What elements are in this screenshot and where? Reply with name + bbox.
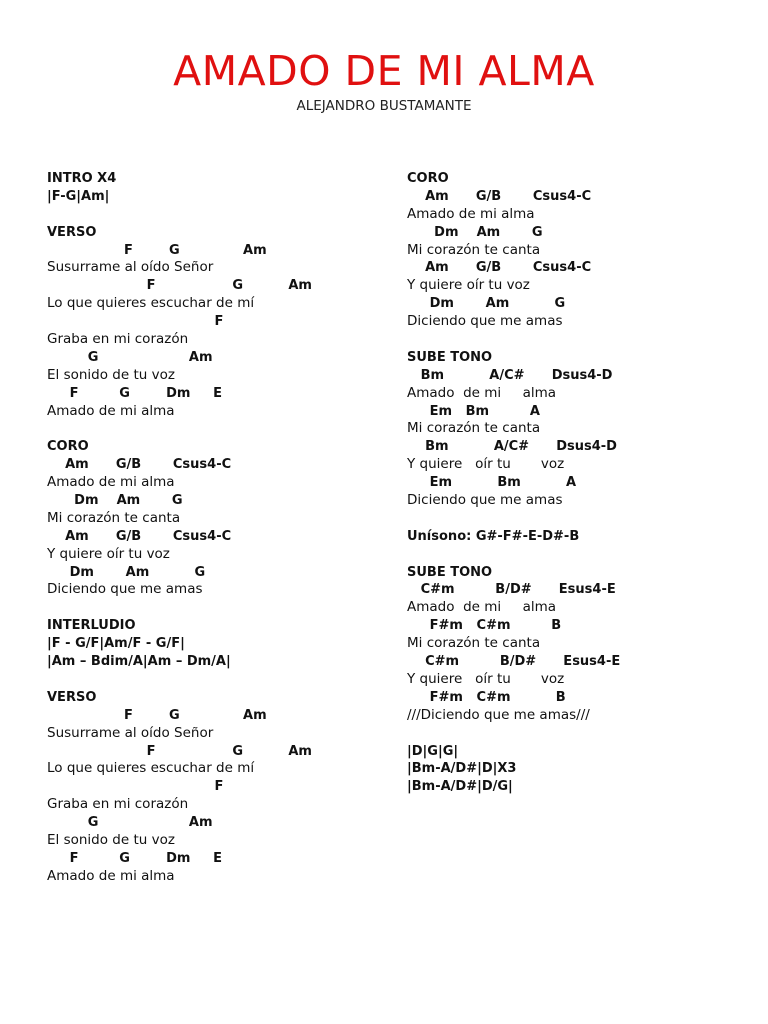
chord-line: G Am — [47, 815, 213, 831]
chord-line: Am G/B Csus4-C — [47, 528, 232, 544]
section-heading: CORO — [407, 171, 449, 186]
chord-line: Am G/B Csus4-C — [407, 260, 592, 276]
chord-line: F G Am — [47, 278, 312, 294]
chord-line: G Am — [47, 349, 213, 365]
chord-line: Dm Am G — [407, 224, 543, 240]
section-heading: SUBE TONO — [407, 564, 493, 580]
lyric-line: Lo que quieres escuchar de mí — [47, 295, 255, 312]
lyric-line: Amado de mi alma — [407, 599, 557, 616]
chord-line: F#m C#m B — [407, 689, 566, 705]
chord-line: F G Dm E — [47, 385, 222, 401]
blank-line — [47, 671, 377, 689]
section-heading: INTRO X4 — [47, 171, 117, 186]
lyric-line: Diciendo que me amas — [47, 581, 203, 598]
chord-line: Dm Am G — [47, 564, 206, 580]
section-heading: CORO — [47, 439, 89, 455]
lyric-line: Graba en mi corazón — [47, 796, 189, 813]
chord-line: |D|G|G| — [407, 743, 459, 759]
chord-line: Dm Am G — [407, 296, 566, 312]
blank-line — [407, 331, 747, 349]
lyric-line: Y quiere oír tu voz — [407, 277, 530, 294]
lyric-line: Mi corazón te canta — [407, 420, 541, 437]
lyric-line: Graba en mi corazón — [47, 331, 189, 348]
chord-line: F G Am — [47, 707, 267, 723]
song-artist: ALEJANDRO BUSTAMANTE — [296, 98, 472, 114]
chord-line: F — [47, 779, 224, 795]
lyric-line: El sonido de tu voz — [47, 366, 175, 383]
chord-line: |Bm-A/D#|D|X3 — [407, 761, 517, 777]
lyric-line: Mi corazón te canta — [407, 635, 541, 652]
lyric-line: Amado de mi alma — [47, 867, 175, 884]
lyric-line: Amado de mi alma — [47, 402, 175, 419]
chord-line: Dm Am G — [47, 493, 183, 509]
blank-line — [47, 420, 377, 438]
lyric-line: Amado de mi alma — [407, 205, 535, 222]
left-column — [47, 170, 377, 886]
section-heading: Unísono: G#-F#-E-D#-B — [407, 528, 580, 544]
lyric-line: Diciendo que me amas — [407, 492, 563, 509]
blank-line — [47, 206, 377, 224]
chord-line: C#m B/D# Esus4-E — [407, 582, 616, 598]
section-heading: INTERLUDIO — [47, 618, 136, 634]
chord-line: F — [47, 314, 224, 330]
lyric-line: Susurrame al oído Señor — [47, 259, 214, 276]
lyric-line: Lo que quieres escuchar de mí — [47, 760, 255, 777]
chord-line: |F-G|Am| — [47, 188, 110, 204]
chord-line: |Am – Bdim/A|Am – Dm/A| — [47, 654, 231, 670]
section-heading: VERSO — [47, 224, 97, 240]
chord-line: Em Bm A — [407, 403, 540, 419]
chord-line: |F - G/F|Am/F - G/F| — [47, 636, 185, 652]
chord-line: Em Bm A — [407, 475, 577, 491]
right-column — [407, 170, 747, 796]
chord-line: F G Am — [47, 743, 312, 759]
lyric-line: Susurrame al oído Señor — [47, 724, 214, 741]
blank-line — [407, 546, 747, 564]
section-heading: VERSO — [47, 689, 97, 705]
chord-line: F G Am — [47, 242, 267, 258]
lyric-line: Mi corazón te canta — [407, 241, 541, 258]
chord-line: |Bm-A/D#|D/G| — [407, 779, 513, 795]
chord-line: Bm A/C# Dsus4-D — [407, 439, 617, 455]
lyric-line: Amado de mi alma — [407, 384, 557, 401]
chord-line: Bm A/C# Dsus4-D — [407, 367, 613, 383]
blank-line — [407, 510, 747, 528]
lyric-line: ///Diciendo que me amas/// — [407, 706, 590, 723]
lyric-line: Mi corazón te canta — [47, 509, 181, 526]
blank-line — [407, 725, 747, 743]
chord-line: F G Dm E — [47, 850, 222, 866]
lyric-line: Y quiere oír tu voz — [407, 670, 565, 687]
chord-line: Am G/B Csus4-C — [407, 188, 592, 204]
chord-line: C#m B/D# Esus4-E — [407, 654, 621, 670]
chord-line: Am G/B Csus4-C — [47, 457, 232, 473]
section-heading: SUBE TONO — [407, 349, 493, 365]
lyric-line: Y quiere oír tu voz — [47, 545, 170, 562]
lyric-line: Y quiere oír tu voz — [407, 456, 565, 473]
chord-line: F#m C#m B — [407, 618, 562, 634]
blank-line — [47, 599, 377, 617]
lyric-line: El sonido de tu voz — [47, 831, 175, 848]
lyric-line: Amado de mi alma — [47, 474, 175, 491]
song-title: AMADO DE MI ALMA — [173, 47, 595, 95]
lyric-line: Diciendo que me amas — [407, 313, 563, 330]
